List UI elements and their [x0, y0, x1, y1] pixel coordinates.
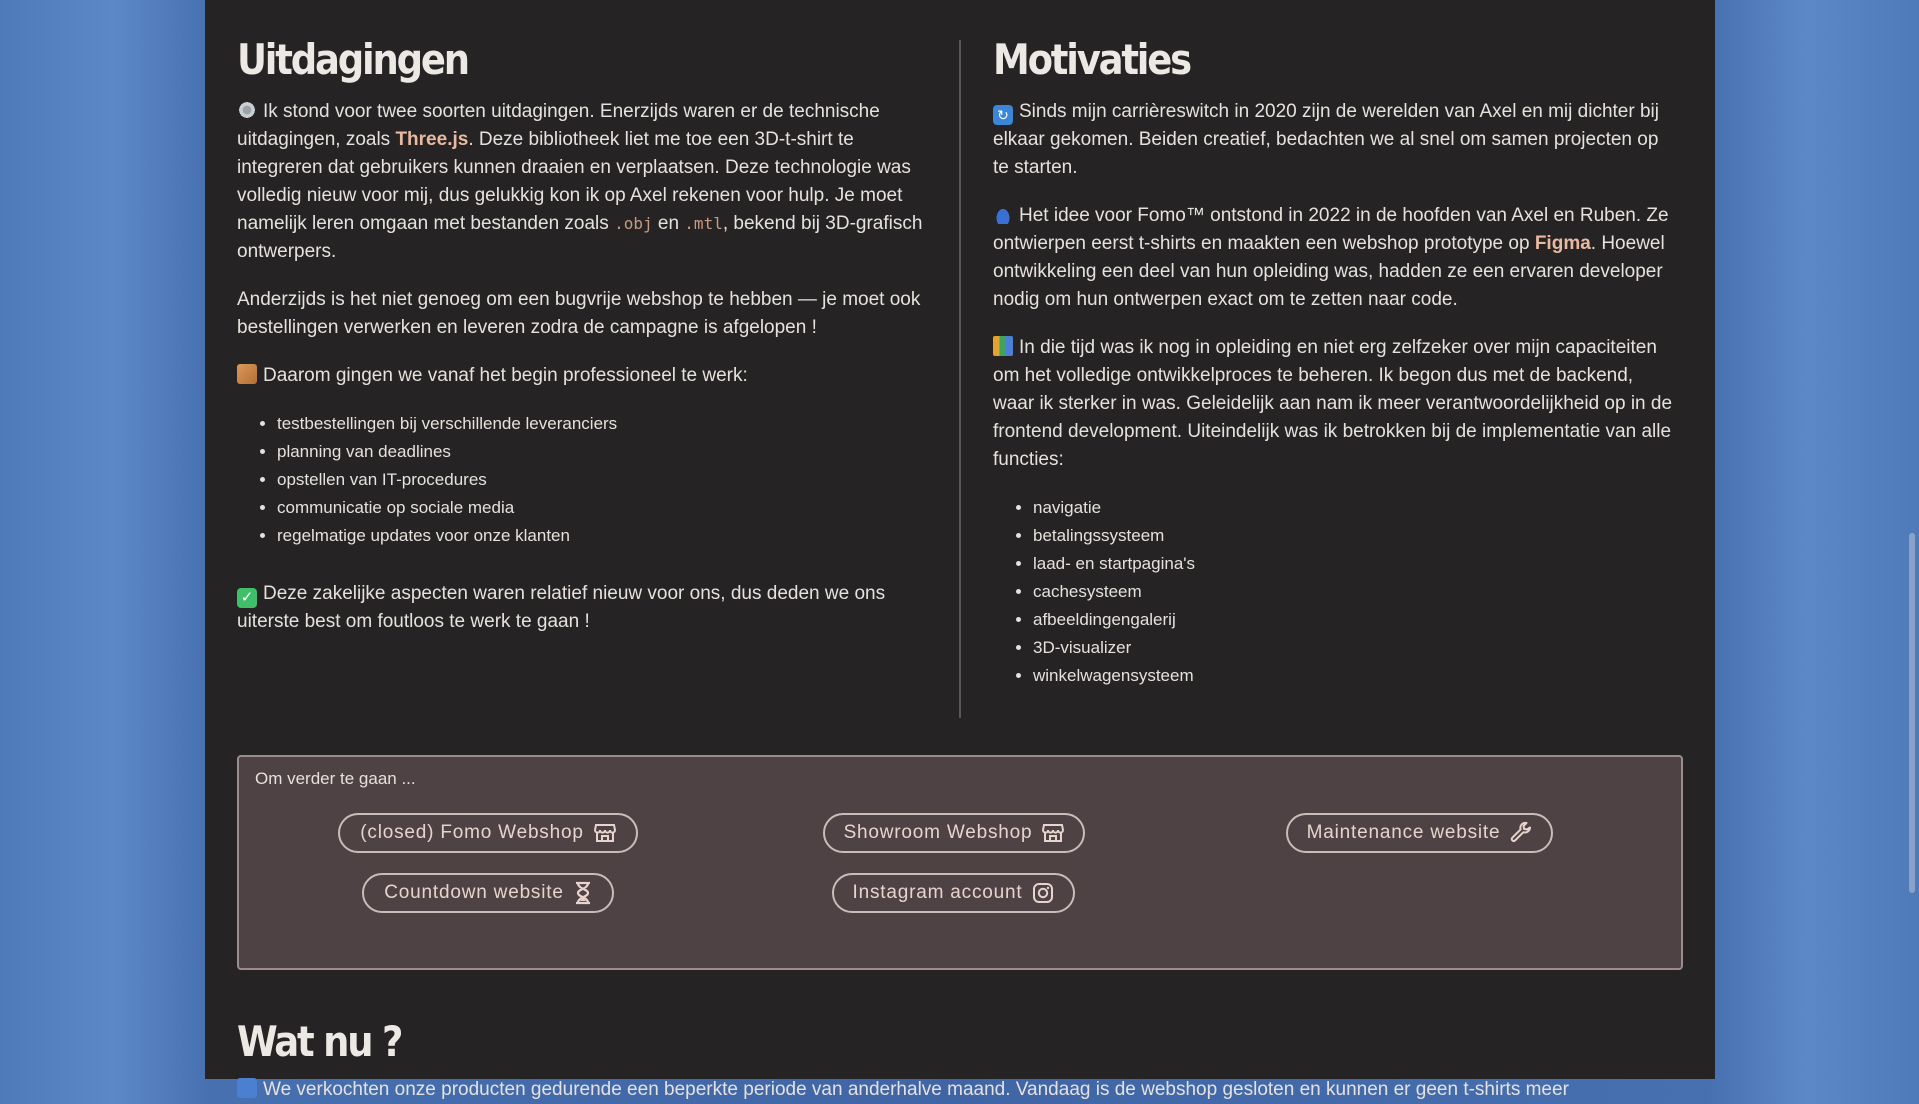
list-item: • winkelwagensysteem	[1033, 662, 1679, 690]
button-label: (closed) Fomo Webshop	[360, 822, 584, 843]
paragraph-text: . Deze bibliotheek liet me toe een 3D-t-shirt te integreren dat gebruikers kunnen draaien en verplaatsen. Deze technologie was volledig nieuw voor mij, dus gelukkig kon ik op Axel rekenen voor hulp. Je moet namelijk leren omgaan met bestanden zoals	[237, 129, 911, 234]
maintenance-website-button[interactable]	[1286, 813, 1553, 853]
paragraph-text: . Hoewel ontwikkeling een deel van hun opleiding was, hadden ze een ervaren developer nodig om hun ontwerpen exact om te zetten naar code.	[993, 233, 1665, 310]
motivations-column	[961, 28, 1679, 708]
page-scrollbar[interactable]	[1905, 0, 1919, 1079]
article-content	[237, 28, 1683, 1100]
list-item: • 3D-visualizer	[1033, 634, 1679, 662]
professional-list	[237, 410, 923, 550]
paragraph-text: We verkochten onze producten gedurende een beperkte periode van anderhalve maand. Vandaag is de webshop gesloten en kunnen er geen t-shirts meer	[263, 1079, 1569, 1100]
motivations-paragraph-1	[993, 98, 1679, 182]
cap-icon	[993, 204, 1013, 224]
hourglass-icon	[574, 881, 592, 905]
what-now-section	[237, 1010, 1569, 1104]
check-icon: ✓	[237, 588, 257, 608]
books-icon	[993, 336, 1013, 356]
motivations-paragraph-3	[993, 334, 1679, 474]
motivations-heading: Motivaties	[993, 35, 1190, 84]
list-item: • navigatie	[1033, 494, 1679, 522]
paragraph-text: Daarom gingen we vanaf het begin professioneel te werk:	[263, 365, 748, 386]
instagram-account-button[interactable]	[832, 873, 1075, 913]
list-item: • communicatie op sociale media	[277, 494, 923, 522]
refresh-icon: ↻	[993, 105, 1013, 125]
instagram-icon	[1032, 882, 1054, 904]
wrench-icon	[1510, 822, 1532, 844]
paragraph-text: , bekend bij 3D-grafisch ontwerpers.	[237, 213, 923, 262]
article-page	[205, 0, 1715, 1100]
showroom-webshop-button[interactable]	[823, 813, 1085, 853]
list-item: • laad- en startpagina's	[1033, 550, 1679, 578]
threejs-link[interactable]: Three.js	[395, 129, 469, 150]
list-item: • testbestellingen bij verschillende leveranciers	[277, 410, 923, 438]
paragraph-text: Deze zakelijke aspecten waren relatief nieuw voor ons, dus deden we ons uiterste best om foutloos te werk te gaan !	[237, 583, 886, 632]
list-item: • planning van deadlines	[277, 438, 923, 466]
list-item: • opstellen van IT-procedures	[277, 466, 923, 494]
button-label: Instagram account	[852, 882, 1023, 903]
list-item: • cachesysteem	[1033, 578, 1679, 606]
button-label: Countdown website	[384, 882, 564, 903]
closed-fomo-webshop-button[interactable]	[338, 813, 638, 853]
mtl-code: .mtl	[684, 214, 723, 233]
paragraph-text: Het idee voor Fomo™ ontstond in 2022 in de hoofden van Axel en Ruben. Ze ontwierpen eerst t-shirts en maakten een webshop prototype op	[993, 205, 1669, 254]
what-now-heading: Wat nu ?	[237, 1017, 402, 1066]
paragraph-text: en	[652, 213, 685, 234]
challenges-column	[237, 28, 959, 708]
countdown-website-button[interactable]	[362, 873, 614, 913]
button-label: Showroom Webshop	[843, 822, 1033, 843]
store-icon	[1042, 823, 1064, 843]
challenges-paragraph-1	[237, 98, 923, 266]
two-column-section	[237, 28, 1683, 708]
scrollbar-thumb[interactable]	[1909, 533, 1915, 893]
paragraph-text: Ik stond voor twee soorten uitdagingen. Enerzijds waren er de technische uitdagingen, zoals	[237, 101, 880, 150]
challenges-paragraph-3	[237, 362, 923, 390]
list-item: • regelmatige updates voor onze klanten	[277, 522, 923, 550]
paragraph-text: In die tijd was ik nog in opleiding en niet erg zelfzeker over mijn capaciteiten om het volledige ontwikkelproces te beheren. Ik begon dus met de backend, waar ik sterker in was. Geleidelijk aan nam ik meer verantwoordelijkheid op in de frontend development. Uiteindelijk was ik betrokken bij de implementatie van alle functies:	[993, 337, 1673, 470]
list-item: • afbeeldingengalerij	[1033, 606, 1679, 634]
what-now-paragraph	[237, 1076, 1569, 1104]
store-icon	[594, 823, 616, 843]
figma-link[interactable]: Figma	[1534, 233, 1591, 254]
package-icon	[237, 364, 257, 384]
shopping-bag-icon	[237, 1078, 257, 1098]
list-item: • betalingssysteem	[1033, 522, 1679, 550]
motivations-paragraph-2	[993, 202, 1679, 314]
paragraph-text: Sinds mijn carrièreswitch in 2020 zijn de werelden van Axel en mij dichter bij elkaar gekomen. Beiden creatief, bedachten we al snel om samen projecten op te starten.	[993, 101, 1659, 178]
links-title: Om verder te gaan ...	[255, 769, 416, 788]
features-list	[993, 494, 1679, 690]
button-label: Maintenance website	[1306, 822, 1501, 843]
obj-code: .obj	[614, 214, 653, 233]
links-box	[237, 755, 1683, 970]
challenges-paragraph-2: Anderzijds is het niet genoeg om een bugvrije webshop te hebben — je moet ook bestellingen verwerken en leveren zodra de campagne is afgelopen !	[237, 289, 921, 338]
challenges-heading: Uitdagingen	[237, 35, 468, 84]
gear-icon	[237, 100, 257, 120]
challenges-paragraph-4	[237, 580, 923, 636]
